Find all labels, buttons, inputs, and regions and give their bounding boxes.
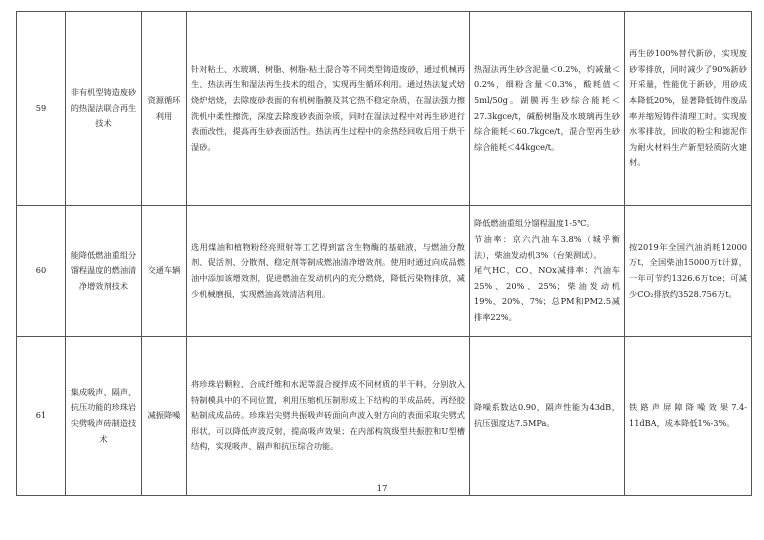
row-number: 60 — [17, 206, 66, 337]
technology-name: 能降低燃油重组分馏程温度的燃油清净增效剂技术 — [66, 206, 142, 337]
indicator-line: 降低燃油重组分馏程温度1-5℃。 — [474, 218, 595, 229]
benefits: 按2019年全国汽油消耗12000万t，全国柴油15000万t计算，一年可节约1326.6万tce；可减少CO₂排放约3528.756万t。 — [625, 206, 752, 337]
technology-category: 减振降噪 — [142, 337, 187, 496]
benefits: 再生砂100%替代新砂，实现废砂零排放，同时减少了90%新砂开采量，性能优于新砂，用砂成本降低20%，显著降低铸件废品率并缩短铸件清理工时。实现废水零排放，回收的粉尘和滤泥作为耐火材料生产新型轻质防火建材。 — [625, 12, 752, 206]
technology-description: 将珍珠岩颗粒、合成纤维和水泥等混合搅拌成不同材质的半干料，分别放入特制模具中的不同位置，利用压缩机压制形成上下结构的半成品砖，再经胶粘制成成品砖。珍珠岩尖劈共振吸声砖面向声波入射方向的表面采取尖劈式形状，可以降低声波反射，提高吸声效果；在内部构筑级型共振腔和U型槽结构，实现吸声、隔声和抗压综合功能。 — [187, 337, 470, 496]
key-indicators: 降噪系数达0.90，隔声性能为43dB，抗压强度达7.5MPa。 — [470, 337, 625, 496]
row-number: 59 — [17, 12, 66, 206]
technology-name: 集成吸声、隔声、抗压功能的珍珠岩尖劈吸声砖制造技术 — [66, 337, 142, 496]
key-indicators — [470, 206, 625, 337]
technology-description: 针对粘土、水玻璃、树脂、树脂-粘土混合等不同类型铸造废砂，通过机械再生、热法再生和湿法再生技术的组合，实现再生循环利用。通过热法复式焙烧炉焙烧，去除废砂表面的有机树脂膜及其它热不稳定杂质，在湿法强力擦洗机中柔性擦洗，深度去除废砂表面杂质，同时在湿法过程中对再生砂进行表面改性，提高再生砂表面活性。热法再生过程中的余热经回收后用于烘干湿砂。 — [187, 12, 470, 206]
technology-name: 非有机型铸造废砂的热湿法联合再生技术 — [66, 12, 142, 206]
technology-category: 资源循环利用 — [142, 12, 187, 206]
benefits: 铁路声屏障降噪效果7.4-11dBA，成本降低1%-3%。 — [625, 337, 752, 496]
table-row — [17, 12, 752, 206]
technology-catalog-table — [16, 11, 752, 496]
table-row — [17, 206, 752, 337]
row-number: 61 — [17, 337, 66, 496]
indicator-line: 节油率：京六汽油车3.8%（城乎衡法），柴油发动机3%（台架测试）。 — [474, 234, 620, 260]
indicator-line: 尾气HC、CO、NOx减排率：汽油车25%、20%、25%；柴油发动机19%、20%、7%；总PM和PM2.5减排率22%。 — [474, 265, 620, 322]
key-indicators: 热湿法再生砂含泥量＜0.2%，灼减量＜0.2%，细粉含量＜0.3%，酸耗值＜5ml/50g。湖膜再生砂综合能耗＜27.3kgce/t，碱酚树脂及水玻璃再生砂综合能耗＜60.7kgce/t，混合型再生砂综合能耗＜44kgce/t。 — [470, 12, 625, 206]
page-number: 17 — [376, 484, 388, 494]
table-row — [17, 337, 752, 496]
technology-category: 交通车辆 — [142, 206, 187, 337]
technology-description: 选用煤油和植物粉经亮照射等工艺得到富含生物酶的基础液，与燃油分散剂、促活剂、分散剂、稳定剂等制成燃油清净增效剂。使用时通过向成品燃油中添加该增效剂，促进燃油在发动机内的充分燃烧，降低污染物排放，减少机械磨损，实现燃油高效清洁利用。 — [187, 206, 470, 337]
